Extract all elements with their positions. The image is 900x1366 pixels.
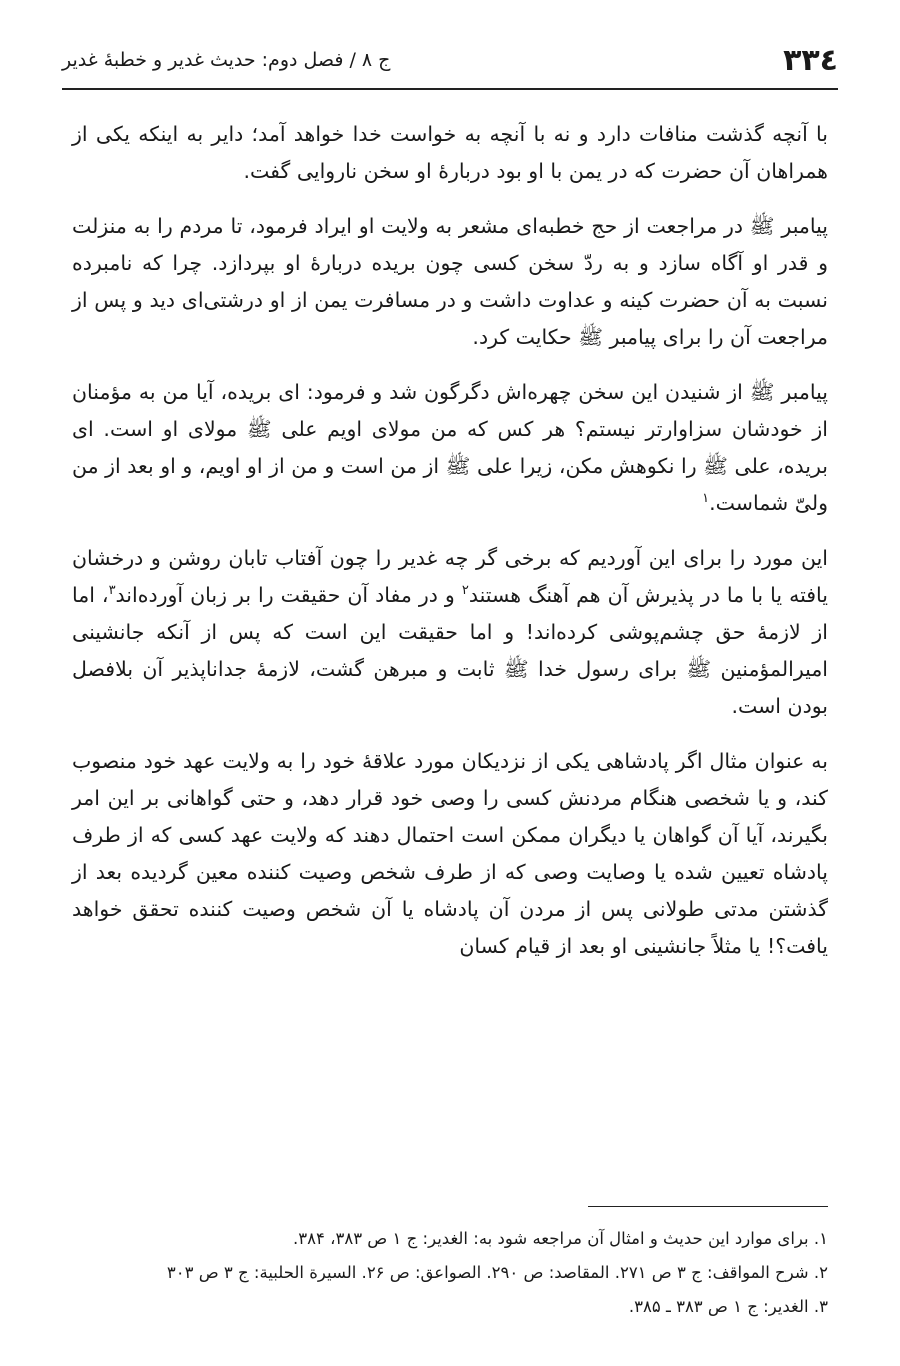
- page-number: ۳۳٤: [783, 42, 838, 78]
- paragraph-text: ، اما از لازمهٔ حق چشم‌پوشى كرده‌اند! و اما حقيقت اين است كه پس از آنكه جانشينى اميرالمؤمنين ﷺ براى رسول خدا ﷺ ثابت و مبرهن گشت، لازمهٔ جداناپذير آن بلافصل بودن است.: [72, 583, 828, 718]
- paragraph: [72, 743, 828, 965]
- footnote-rule: [588, 1206, 828, 1207]
- paragraph-text: پيامبر ﷺ از شنيدن اين سخن چهره‌اش دگرگون شد و فرمود: اى بريده، آيا من به مؤمنان از خودشان سزاوارتر نيستم؟ هر كس كه من مولاى اويم على ﷺ مولاى او است. اى بريده، على ﷺ را نكوهش مكن، زيرا على ﷺ از من است و من از او اويم، و او بعد از من ولىّ شماست.: [72, 380, 828, 515]
- footnote-reference: ۱: [702, 491, 710, 507]
- footnote: ۳. الغدير: ج ۱ ص ۳۸۳ ـ ۳۸۵.: [628, 1297, 828, 1316]
- footnote: ۱. براى موارد اين حديث و امثال آن مراجعه شود به: الغدير: ج ۱ ص ۳۸۳، ۳۸۴.: [293, 1229, 828, 1248]
- footnotes: [72, 1222, 828, 1324]
- paragraph: [72, 208, 828, 356]
- running-head: [62, 36, 838, 84]
- paragraph: [72, 540, 828, 725]
- paragraph-text: به عنوان مثال اگر پادشاهى يكى از نزديكان مورد علاقهٔ خود را به ولايت عهد خود منصوب كند، و يا شخصى هنگام مردنش كسى را وصى خود قرار دهد، و حتى گواهانى بر اين امر بگيرند، آيا آن گواهان يا ديگران ممكن است احتمال دهند كه ولايت عهد كسى كه از طرف پادشاه تعيين شده يا وصايت وصى كه از طرف شخص وصيت كننده معين گرديده بعد از گذشتن مدتى طولانى پس از مردن آن پادشاه يا آن شخص وصيت كننده تحقق خواهد يافت؟! يا مثلاً جانشينى او بعد از قيام كسان: [72, 749, 828, 958]
- body-text: [72, 116, 828, 983]
- paragraph-text: و در مفاد آن حقيقت را بر زبان آورده‌اند: [115, 583, 462, 607]
- footnote: ۲. شرح المواقف: ج ۳ ص ۲۷۱. المقاصد: ص ۲۹۰. الصواعق: ص ۲۶. السيرة الحلبية: ج ۳ ص ۳۰۳: [166, 1263, 828, 1282]
- paragraph-text: پيامبر ﷺ در مراجعت از حج خطبه‌اى مشعر به ولايت او ايراد فرمود، تا مردم را به منزلت و قدر او آگاه سازد و به ردّ سخن كسى چون بريده دربارهٔ او بپردازد. چرا كه نامبرده نسبت به آن حضرت كينه و عداوت داشت و در مسافرت يمن از او درشتى‌اى ديد و پس از مراجعت آن را براى پيامبر ﷺ حكايت كرد.: [72, 214, 828, 349]
- paragraph-text: اين مورد را براى اين آورديم كه برخى گر چه غدير را چون آفتاب تابان روشن و درخشان يافته يا با ما در پذيرش آن هم آهنگ هستند: [72, 546, 829, 607]
- paragraph: [72, 374, 828, 522]
- running-title: ج ۸ / فصل دوم: حديث غدير و خطبهٔ غدير: [62, 49, 391, 71]
- paragraph-text: با آنچه گذشت منافات دارد و نه با آنچه به خواست خدا خواهد آمد؛ داير به اينكه يكى از همراهان آن حضرت كه در يمن با او بود دربارهٔ او سخن ناروايى گفت.: [72, 122, 828, 183]
- footnote-reference: ۳: [108, 583, 116, 599]
- paragraph: [72, 116, 828, 190]
- footnote-reference: ۲: [461, 583, 469, 599]
- header-rule: [62, 88, 838, 90]
